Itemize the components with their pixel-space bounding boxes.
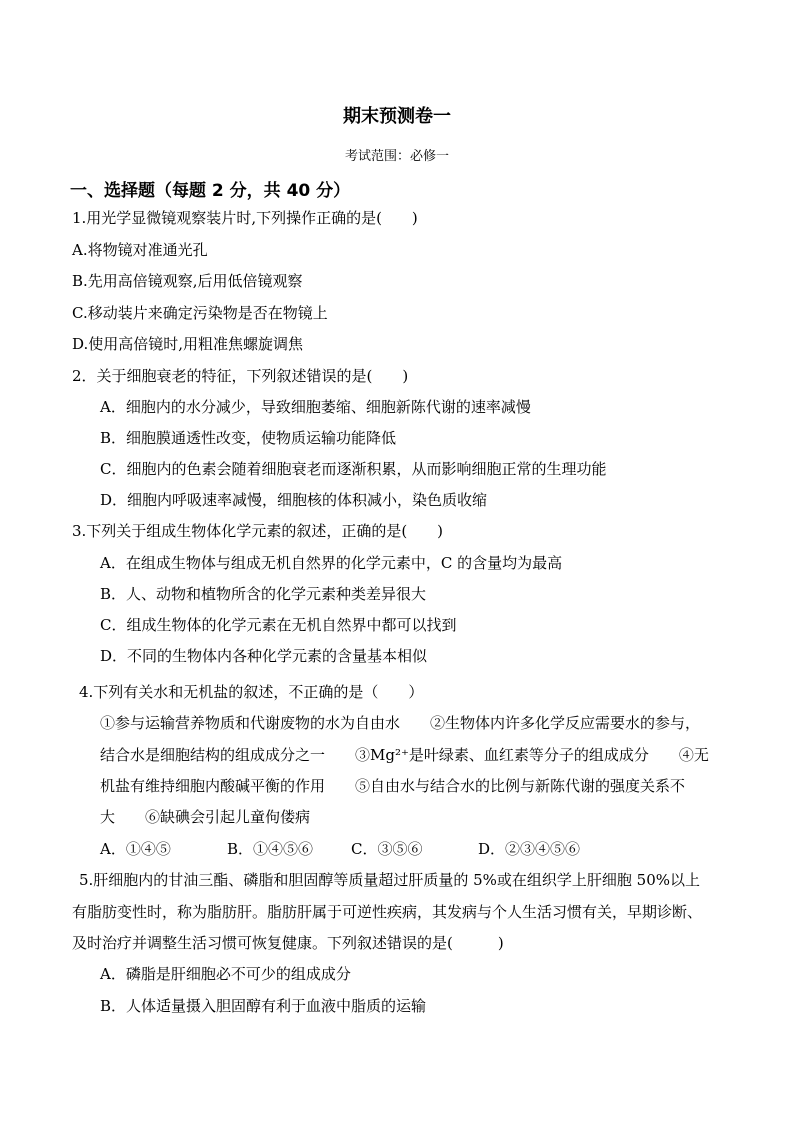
question-3-stem: 3.下列关于组成生物体化学元素的叙述，正确的是( ) xyxy=(72,522,444,540)
question-4-statement-line-3: 机盐有维持细胞内酸碱平衡的作用 ⑤自由水与结合水的比例与新陈代谢的强度关系不 xyxy=(100,777,686,795)
question-3-option-d: D．不同的生物体内各种化学元素的含量基本相似 xyxy=(100,647,428,665)
question-1-option-b: B.先用高倍镜观察,后用低倍镜观察 xyxy=(72,272,303,290)
question-5-stem-line-3: 及时治疗并调整生活习惯可恢复健康。下列叙述错误的是( ) xyxy=(72,934,504,952)
question-4-statement-line-2: 结合水是细胞结构的组成成分之一 ③Mg²⁺是叶绿素、血红素等分子的组成成分 ④无 xyxy=(100,746,709,764)
question-1-stem: 1.用光学显微镜观察装片时,下列操作正确的是( ) xyxy=(72,209,418,227)
question-5-stem-line-1: 5.肝细胞内的甘油三酯、磷脂和胆固醇等质量超过肝质量的 5%或在组织学上肝细胞 50%以上 xyxy=(79,871,700,889)
page-subtitle: 考试范围：必修一 xyxy=(344,149,449,164)
question-2-option-d: D．细胞内呼吸速率减慢，细胞核的体积减小，染色质收缩 xyxy=(100,491,488,509)
question-2-stem: 2．关于细胞衰老的特征，下列叙述错误的是( ) xyxy=(72,367,409,385)
question-2-option-c: C．细胞内的色素会随着细胞衰老而逐渐积累，从而影响细胞正常的生理功能 xyxy=(100,460,607,478)
question-5-stem-line-2: 有脂肪变性时，称为脂肪肝。脂肪肝属于可逆性疾病，其发病与个人生活习惯有关，早期诊断、 xyxy=(72,903,703,921)
question-5-option-a: A．磷脂是肝细胞必不可少的组成成分 xyxy=(100,965,351,983)
page-title: 期末预测卷一 xyxy=(343,106,451,127)
question-3-option-a: A．在组成生物体与组成无机自然界的化学元素中，C 的含量均为最高 xyxy=(100,554,563,572)
section-heading: 一、选择题（每题 2 分，共 40 分） xyxy=(70,181,351,201)
question-4-option-c: C．③⑤⑥ xyxy=(351,840,423,858)
question-2-option-a: A．细胞内的水分减少，导致细胞萎缩、细胞新陈代谢的速率减慢 xyxy=(100,398,531,416)
question-2-option-b: B．细胞膜通透性改变，使物质运输功能降低 xyxy=(100,429,397,447)
question-1-option-d: D.使用高倍镜时,用粗准焦螺旋调焦 xyxy=(72,335,304,353)
question-4-statement-line-4: 大 ⑥缺碘会引起儿童佝偻病 xyxy=(100,808,311,826)
question-3-option-c: C．组成生物体的化学元素在无机自然界中都可以找到 xyxy=(100,616,457,634)
question-1-option-c: C.移动装片来确定污染物是否在物镜上 xyxy=(72,304,328,322)
question-4-option-a: A．①④⑤ xyxy=(100,840,171,858)
question-1-option-a: A.将物镜对准通光孔 xyxy=(72,241,208,259)
question-4-option-d: D．②③④⑤⑥ xyxy=(478,840,581,858)
question-5-option-b: B．人体适量摄入胆固醇有利于血液中脂质的运输 xyxy=(100,997,427,1015)
question-4-stem: 4.下列有关水和无机盐的叙述，不正确的是（ ） xyxy=(79,683,424,701)
question-4-option-b: B．①④⑤⑥ xyxy=(227,840,314,858)
question-4-statement-line-1: ①参与运输营养物质和代谢废物的水为自由水 ②生物体内许多化学反应需要水的参与， xyxy=(100,714,701,732)
question-3-option-b: B．人、动物和植物所含的化学元素种类差异很大 xyxy=(100,585,427,603)
